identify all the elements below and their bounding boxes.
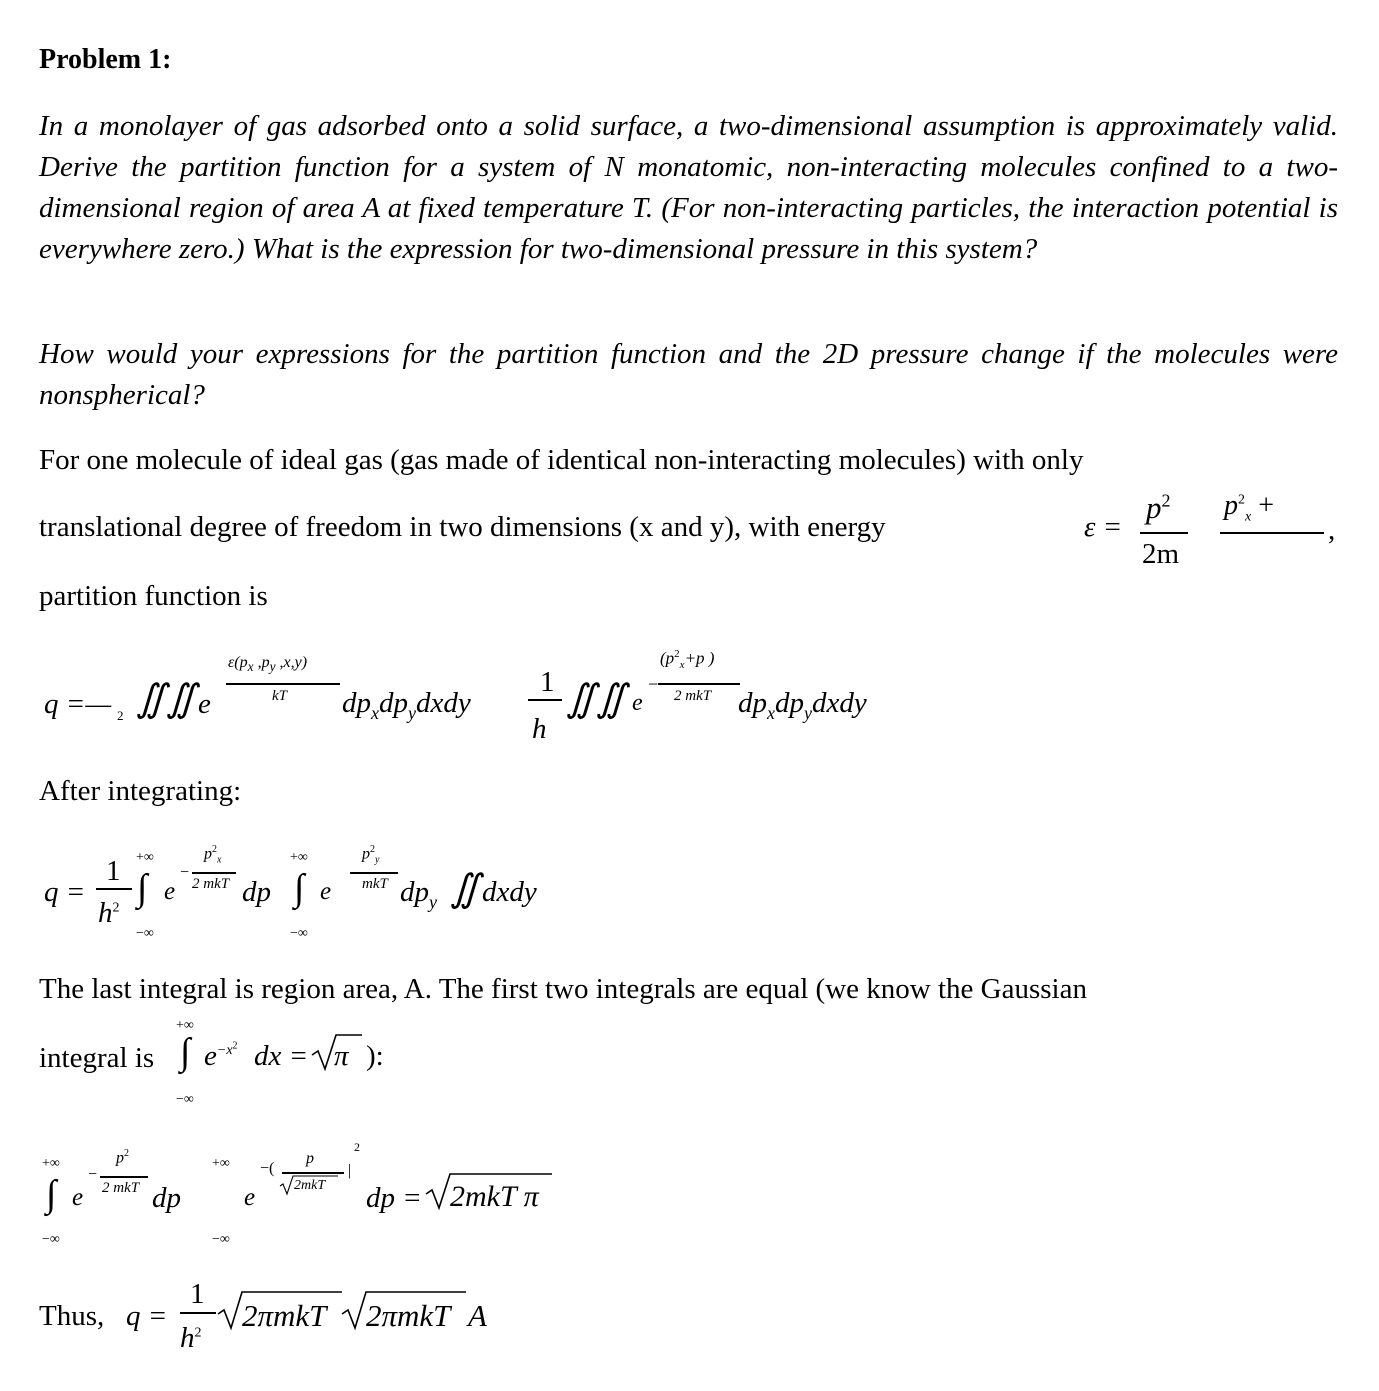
lower-limit-5: −∞	[212, 1232, 230, 1247]
integral-is-label: integral is	[39, 1042, 155, 1074]
exp-e-3: e	[164, 878, 176, 905]
thus-frac-bar	[180, 1312, 216, 1314]
dp-5: dp	[152, 1182, 181, 1214]
lower-limit-3: −∞	[176, 1092, 194, 1107]
exp-fraction-bar-3	[192, 872, 236, 874]
exp-fraction-bar-4	[350, 872, 398, 874]
comma: ,	[1328, 514, 1336, 546]
exp-e-5: e	[72, 1184, 84, 1211]
q-eq-1: q =—	[44, 688, 112, 720]
energy-numerator: $p^2$	[1146, 490, 1171, 525]
py2-num: $p^2_y$	[362, 844, 380, 866]
upper-limit-2: +∞	[290, 850, 308, 865]
lower-limit-4: −∞	[42, 1232, 60, 1247]
minus-sign-5: −	[88, 1166, 98, 1183]
pi-symbol: π	[334, 1040, 349, 1072]
h-squared-small: 2	[117, 708, 124, 723]
exp-squared-6: 2	[354, 1140, 360, 1154]
exp-e-1: e	[198, 688, 211, 720]
minus-sign-2: −	[648, 674, 659, 694]
lower-limit-1: −∞	[136, 926, 154, 941]
one-over-h-den: h	[532, 713, 547, 745]
minus-sign-3: −	[180, 864, 190, 881]
px2-term: $p^2_x$ +	[1224, 490, 1275, 525]
frac-one: 1	[106, 855, 121, 887]
solution-intro-line-3: partition function is	[39, 580, 268, 612]
problem-paragraph-1: In a monolayer of gas adsorbed onto a solid surface, a two-dimensional assumption is approximately valid. Derive the partition function for a system of N monatomic, non-interacting molecules confined to a two-dimensional region of area A at fixed temperature T. (For non-interacting particles, the interaction potential is everywhere zero.) What is the expression for two-dimensional pressure in this system?	[39, 110, 1338, 265]
close-paren-6: |	[348, 1162, 352, 1179]
double-integral-2: ∬∬	[566, 678, 626, 720]
dp-1: dp	[242, 876, 271, 908]
gauss-e: $e^{-x^2}$	[204, 1040, 238, 1072]
problem-title: Problem 1:	[39, 44, 172, 75]
two-mkT-pi: 2mkT π	[450, 1180, 539, 1213]
exp-e-4: e	[320, 878, 332, 905]
q-eq-3: q =	[126, 1300, 168, 1332]
two-pi-mkT-2: 2πmkT	[366, 1298, 451, 1333]
minus-sign-6: −(	[260, 1160, 275, 1177]
exp-den-4: mkT	[362, 876, 388, 892]
thus-one: 1	[190, 1278, 205, 1310]
exp-e-6: e	[244, 1184, 256, 1211]
area-A: A	[468, 1298, 487, 1333]
thus-h2: $h^2$	[180, 1322, 202, 1354]
energy-denominator: 2m	[1142, 538, 1180, 570]
upper-limit-1: +∞	[136, 850, 154, 865]
lower-limit-2: −∞	[290, 926, 308, 941]
exp-e-2: e	[632, 690, 643, 716]
exp-fraction-bar-2	[658, 683, 740, 685]
after-integrating-label: After integrating:	[39, 775, 242, 807]
double-integral-1: ∬∬	[136, 678, 196, 720]
integral-sign-2: ∫	[294, 867, 305, 909]
double-integral-3: ∬	[450, 868, 480, 910]
solution-intro-line-2: translational degree of freedom in two dimensions (x and y), with energy	[39, 511, 886, 543]
upper-limit-4: +∞	[42, 1156, 60, 1171]
two-mkT-small: 2mkT	[294, 1178, 326, 1193]
exp-den-3: 2 mkT	[192, 876, 230, 892]
integral-close: ):	[366, 1040, 384, 1072]
thus-label: Thus,	[39, 1300, 105, 1332]
exp-den-5: 2 mkT	[102, 1180, 140, 1196]
one-over-h-num: 1	[540, 666, 555, 698]
exp-numerator-1: $\varepsilon(p_x$ $,p_y$ ,x,y)	[228, 654, 308, 675]
exp-fraction-bar-5	[100, 1176, 148, 1178]
differentials-2: $dp_xdp_ydxdy$	[738, 687, 867, 723]
p-num-6: p	[306, 1150, 314, 1167]
integral-sign-1: ∫	[137, 867, 148, 909]
dxdy: dxdy	[482, 876, 537, 908]
q-eq-2: q =	[44, 876, 86, 908]
p2-num-5: $p^2$	[116, 1148, 129, 1167]
dpy: $dp_y$	[400, 876, 437, 912]
integral-sign-4: ∫	[46, 1173, 57, 1215]
exp-fraction-bar-1	[226, 683, 340, 685]
gauss-dx: dx =	[254, 1040, 309, 1072]
one-over-h-bar	[528, 699, 562, 701]
px2-num: $p^2_x$	[204, 844, 222, 866]
upper-limit-3: +∞	[176, 1018, 194, 1033]
solution-intro-line-1: For one molecule of ideal gas (gas made of identical non-interacting molecules) with only	[39, 444, 1084, 476]
exp-numerator-2: ($p^2_x+p$ )	[660, 648, 715, 672]
differentials-1: $dp_xdp_ydxdy$	[342, 687, 471, 723]
last-integral-line-1: The last integral is region area, A. The first two integrals are equal (we know the Gaussian	[39, 973, 1087, 1005]
integral-sign-3: ∫	[180, 1031, 191, 1073]
frac-bar-h2	[96, 888, 132, 890]
energy-eq: ε =	[1084, 511, 1123, 543]
dp-eq: dp =	[366, 1182, 422, 1214]
exp-denominator-1: kT	[272, 688, 287, 704]
frac-h2: $h^2$	[98, 897, 120, 929]
energy-fraction-bar	[1140, 532, 1188, 534]
px-fraction-bar	[1220, 532, 1324, 534]
problem-paragraph-2: How would your expressions for the partition function and the 2D pressure change if the molecules were nonspherical?	[39, 338, 1338, 411]
two-pi-mkT-1: 2πmkT	[242, 1298, 327, 1333]
exp-denominator-2: 2 mkT	[674, 688, 712, 704]
upper-limit-5: +∞	[212, 1156, 230, 1171]
